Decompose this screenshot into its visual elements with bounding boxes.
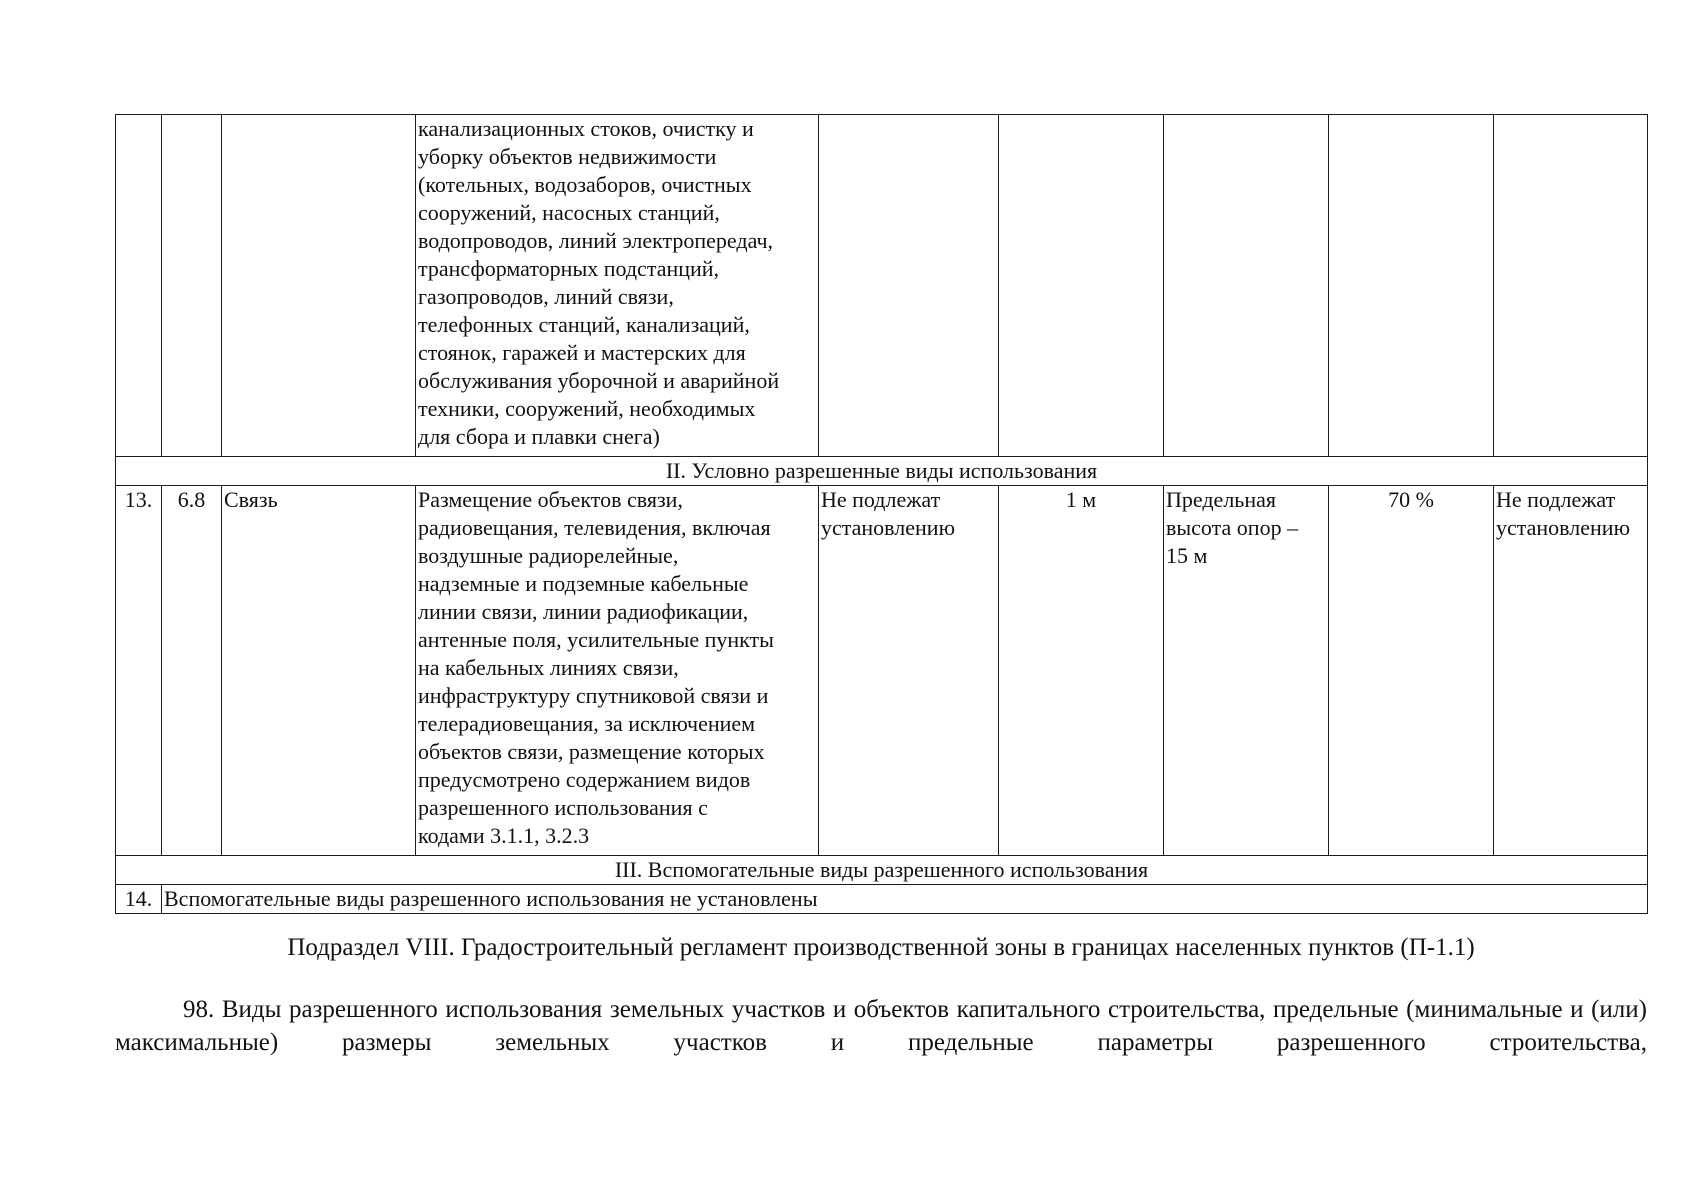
row-other: Не подлежат установлению — [1494, 486, 1648, 856]
cell-code-empty — [162, 115, 222, 457]
row-height: Предельная высота опор – 15 м — [1164, 486, 1329, 856]
row-code: 6.8 — [162, 486, 222, 856]
cell-height-empty — [1164, 115, 1329, 457]
section-3-title: III. Вспомогательные виды разрешенного использования — [116, 856, 1648, 885]
table-row-continuation — [116, 115, 1648, 457]
document-page — [115, 114, 1647, 914]
subsection-heading: Подраздел VIII. Градостроительный регламент производственной зоны в границах населенных пунктов (П-1.1) — [287, 934, 1475, 961]
table-row-14 — [116, 885, 1648, 914]
paragraph-98: 98. Виды разрешенного использования земельных участков и объектов капитального строительства, предельные (минимальные и (или) максимальные) размеры земельных участков и предельные параметры разрешенного строительства, — [115, 996, 1647, 1056]
cell-plot-size-empty — [819, 115, 999, 457]
cell-other-empty — [1494, 115, 1648, 457]
section-heading-row — [116, 856, 1648, 885]
row-number: 14. — [116, 885, 162, 914]
cell-number-empty — [116, 115, 162, 457]
row-plot-size: Не подлежат установлению — [819, 486, 999, 856]
section-2-title: II. Условно разрешенные виды использования — [116, 457, 1648, 486]
section-heading-row — [116, 457, 1648, 486]
cell-description: канализационных стоков, очистку и уборку объектов недвижимости (котельных, водозаборов, очистных сооружений, насосных станций, водопроводов, линий электропередач, трансформаторных подстанций, газопроводов, линий связи, телефонных станций, канализаций, стоянок, гаражей и мастерских для обслуживания уборочной и аварийной техники, сооружений, необходимых для сбора и плавки снега) — [416, 115, 819, 457]
regulation-table — [115, 114, 1648, 914]
row-14-text: Вспомогательные виды разрешенного использования не установлены — [162, 885, 1648, 914]
row-description: Размещение объектов связи, радиовещания, телевидения, включая воздушные радиорелейные, надземные и подземные кабельные линии связи, линии радиофикации, антенные поля, усилительные пункты на кабельных линиях связи, инфраструктуру спутниковой связи и телерадиовещания, за исключением объектов связи, размещение которых предусмотрено содержанием видов разрешенного использования с кодами 3.1.1, 3.2.3 — [416, 486, 819, 856]
row-setback: 1 м — [999, 486, 1164, 856]
table-row-13 — [116, 486, 1648, 856]
cell-coverage-empty — [1329, 115, 1494, 457]
cell-name-empty — [222, 115, 416, 457]
row-number: 13. — [116, 486, 162, 856]
cell-setback-empty — [999, 115, 1164, 457]
row-name: Связь — [222, 486, 416, 856]
row-coverage: 70 % — [1329, 486, 1494, 856]
